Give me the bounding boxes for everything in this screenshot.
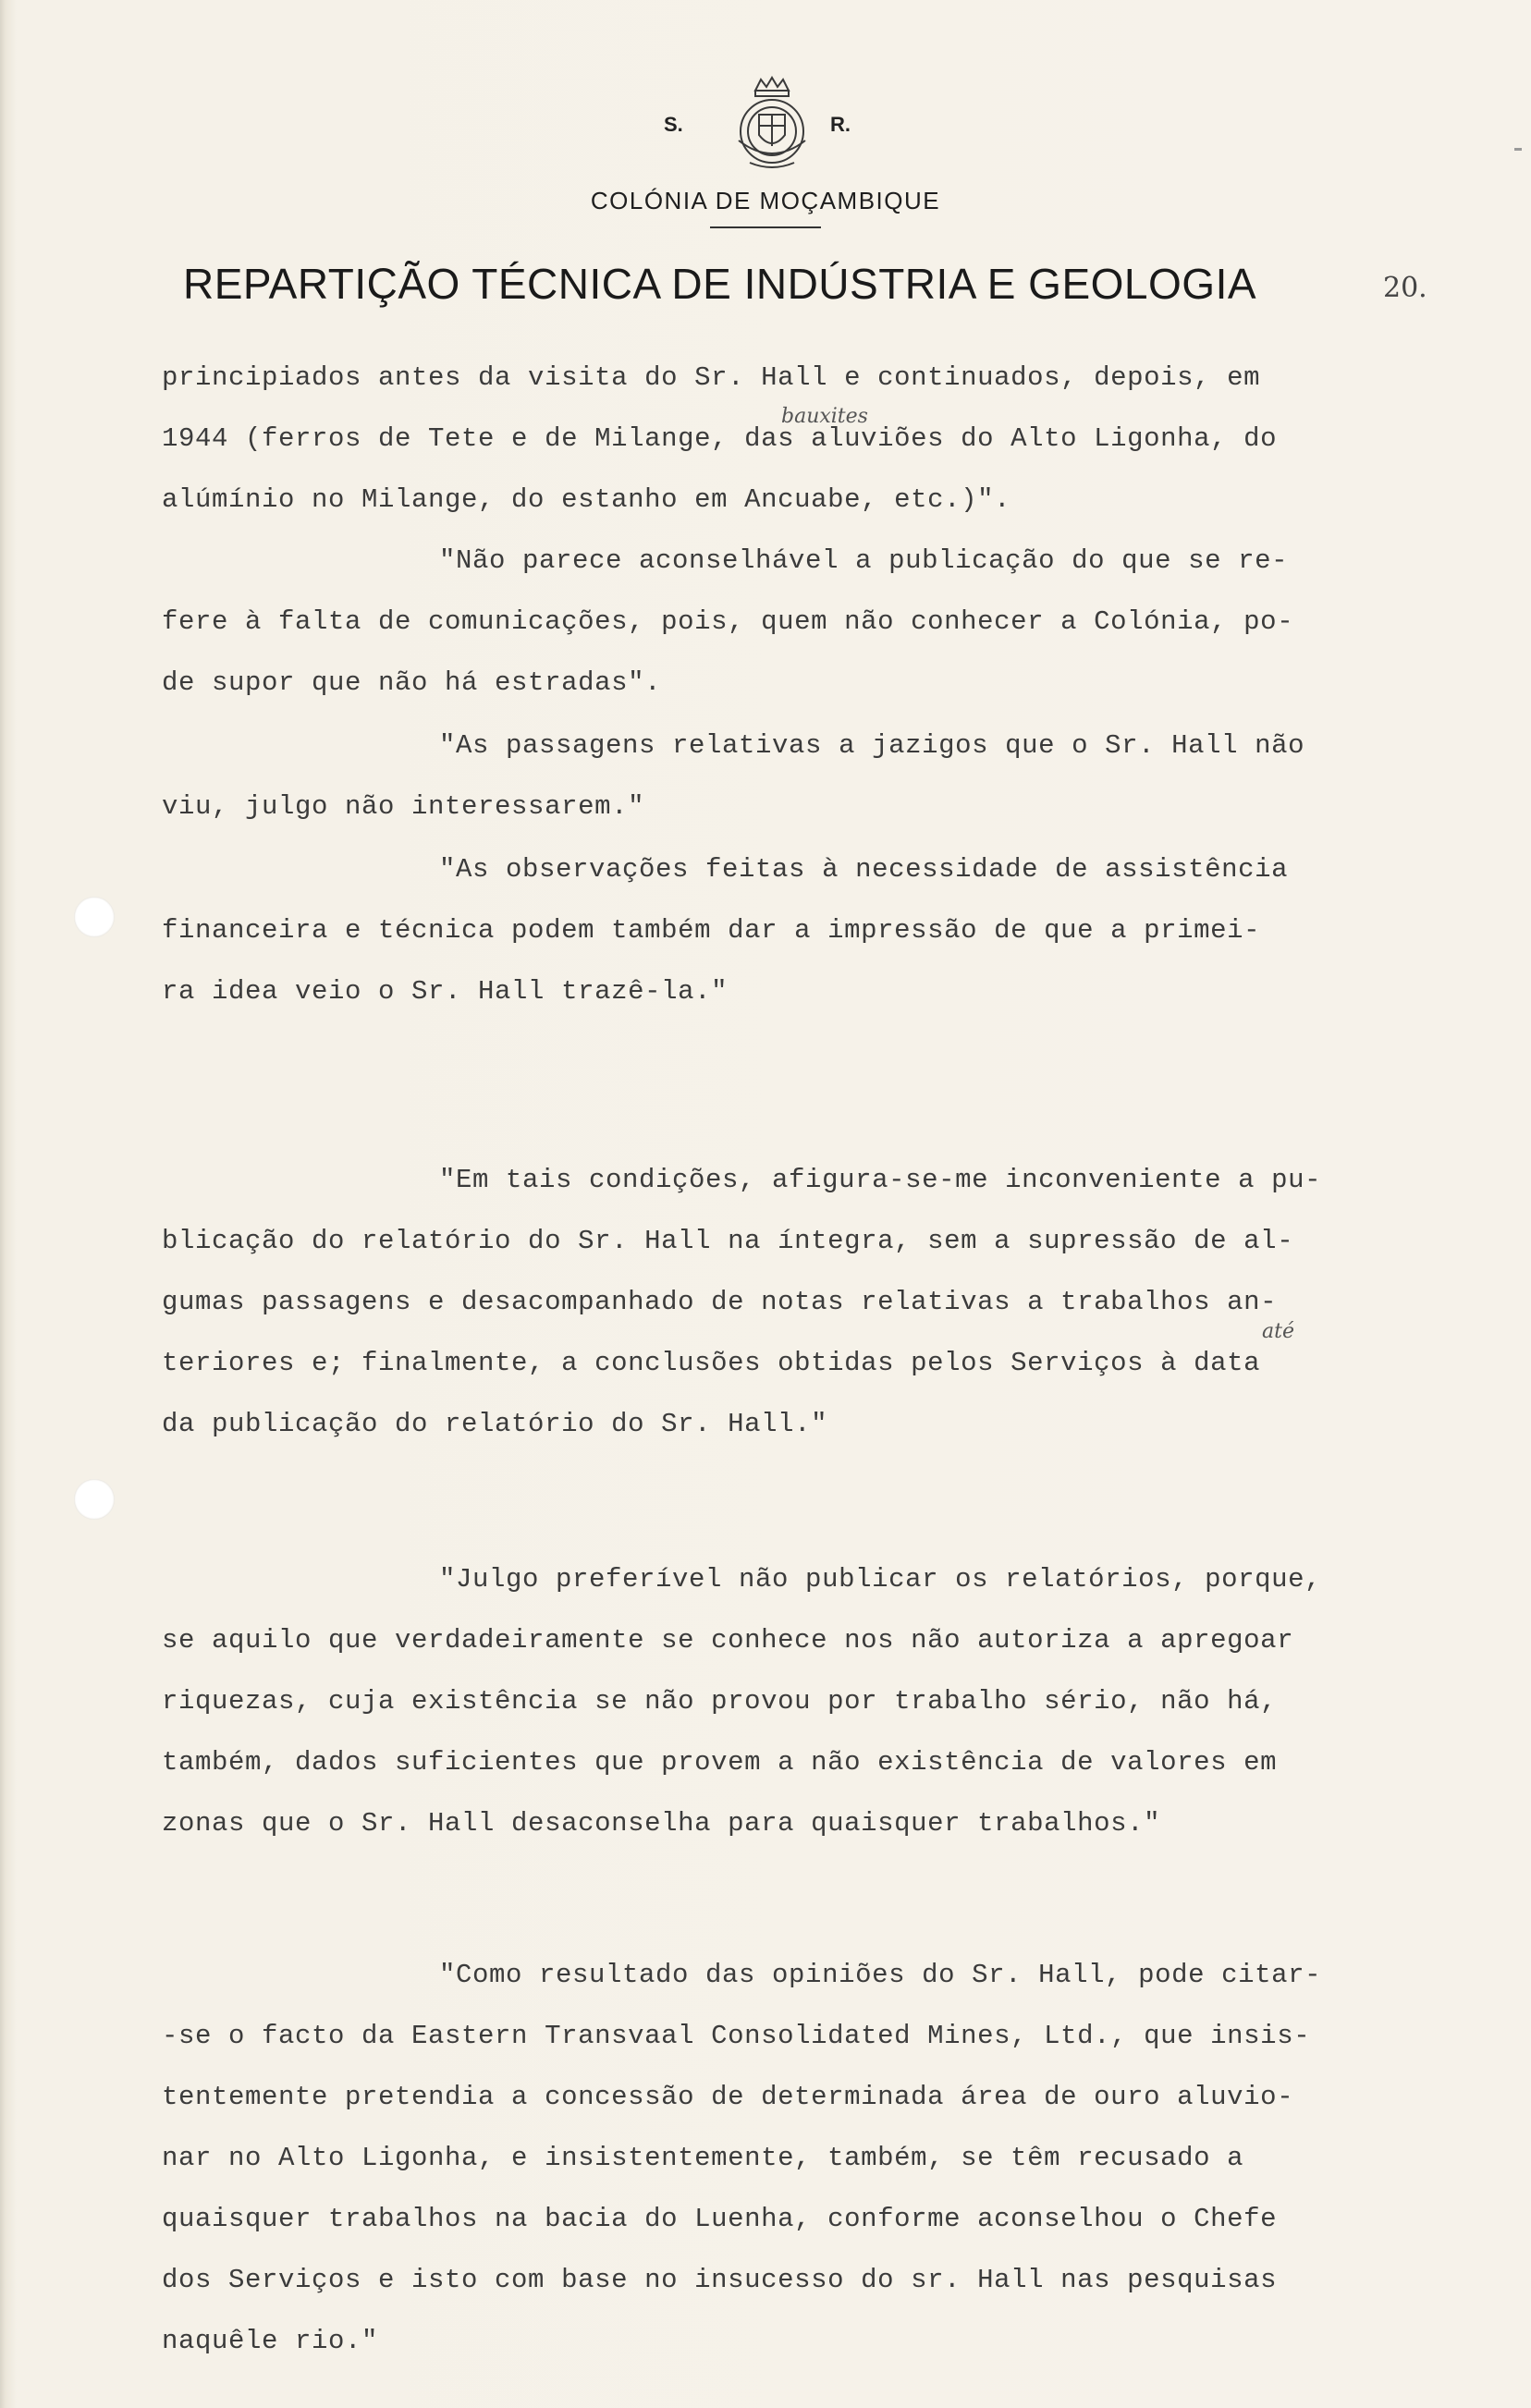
text-line: "Julgo preferível não publicar os relatórios, porque, <box>439 1564 1322 1595</box>
text-line: gumas passagens e desacompanhado de notas relativas a trabalhos an- <box>162 1287 1278 1317</box>
colony-name: COLÓNIA DE MOÇAMBIQUE <box>590 187 941 214</box>
text-line: dos Serviços e isto com base no insucesso do sr. Hall nas pesquisas <box>162 2265 1278 2295</box>
handwritten-insert-ate: até <box>1262 1320 1294 1343</box>
page-number: 20. <box>1383 272 1427 304</box>
edge-mark <box>1514 148 1522 151</box>
punch-hole-top <box>74 897 115 937</box>
text-line: financeira e técnica podem também dar a impressão de que a primei- <box>162 915 1261 946</box>
text-line: quaisquer trabalhos na bacia do Luenha, conforme aconselhou o Chefe <box>162 2204 1278 2234</box>
coat-of-arms-icon <box>726 74 818 177</box>
text-line: tentemente pretendia a concessão de determinada área de ouro aluvio- <box>162 2082 1294 2112</box>
text-line: da publicação do relatório do Sr. Hall." <box>162 1409 828 1439</box>
text-line: "Em tais condições, afigura-se-me inconveniente a pu- <box>439 1165 1322 1195</box>
right-initial: R. <box>830 113 851 136</box>
text-line: naquêle rio." <box>162 2326 379 2356</box>
text-line: -se o facto da Eastern Transvaal Consolidated Mines, Ltd., que insis- <box>162 2021 1311 2051</box>
text-line: alúmínio no Milange, do estanho em Ancuabe, etc.)". <box>162 484 1011 515</box>
text-line: "As observações feitas à necessidade de assistência <box>439 854 1289 885</box>
handwritten-insert-bauxites: bauxites <box>781 405 868 428</box>
text-line: 1944 (ferros de Tete e de Milange, das aluviões do Alto Ligonha, do <box>162 423 1278 454</box>
text-line: fere à falta de comunicações, pois, quem não conhecer a Colónia, po- <box>162 606 1294 637</box>
text-line: teriores e; finalmente, a conclusões obtidas pelos Serviços à data <box>162 1348 1261 1378</box>
text-line: blicação do relatório do Sr. Hall na íntegra, sem a supressão de al- <box>162 1226 1294 1256</box>
text-line: de supor que não há estradas". <box>162 667 662 698</box>
text-line: também, dados suficientes que provem a não existência de valores em <box>162 1747 1278 1778</box>
text-line: ra idea veio o Sr. Hall trazê-la." <box>162 976 729 1007</box>
crest-row <box>647 74 888 185</box>
text-line: "Não parece aconselhável a publicação do que se re- <box>439 545 1289 576</box>
punch-hole-bottom <box>74 1479 115 1520</box>
text-line: zonas que o Sr. Hall desaconselha para quaisquer trabalhos." <box>162 1808 1161 1839</box>
divider-rule <box>710 226 821 228</box>
left-initial: S. <box>664 113 683 136</box>
department-title: REPARTIÇÃO TÉCNICA DE INDÚSTRIA E GEOLOGIA <box>183 260 1257 308</box>
text-line: riquezas, cuja existência se não provou por trabalho sério, não há, <box>162 1686 1278 1717</box>
text-line: se aquilo que verdadeiramente se conhece nos não autoriza a apregoar <box>162 1625 1294 1656</box>
text-line: "As passagens relativas a jazigos que o Sr. Hall não <box>439 730 1305 761</box>
text-line: "Como resultado das opiniões do Sr. Hall, pode citar- <box>439 1960 1322 1990</box>
text-line: viu, julgo não interessarem." <box>162 791 645 822</box>
text-line: principiados antes da visita do Sr. Hall e continuados, depois, em <box>162 362 1261 393</box>
text-line: nar no Alto Ligonha, e insistentemente, também, se têm recusado a <box>162 2143 1244 2173</box>
